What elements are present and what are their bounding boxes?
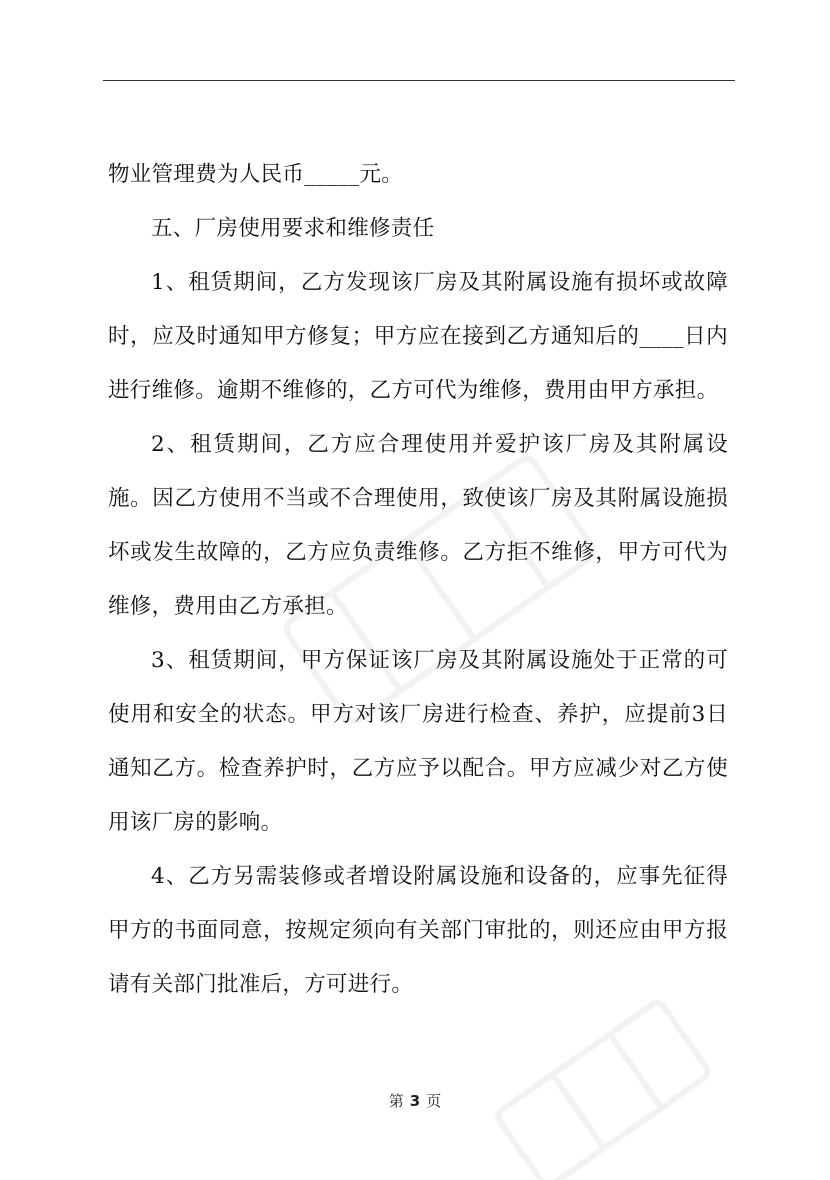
clause-1: 1、租赁期间，乙方发现该厂房及其附属设施有损坏或故障时，应及时通知甲方修复；甲方应在接到乙方通知后的____日内进行维修。逾期不维修的，乙方可代为维修，费用由甲方承担。 <box>108 270 728 403</box>
document-body <box>108 148 728 1012</box>
page-prefix: 第 <box>388 1092 404 1110</box>
clause-4: 4、乙方另需装修或者增设附属设施和设备的，应事先征得甲方的书面同意，按规定须向有关部门审批的，则还应由甲方报请有关部门批准后，方可进行。 <box>108 864 728 997</box>
header-rule <box>103 80 735 81</box>
page-footer <box>0 1090 830 1111</box>
clause-2: 2、租赁期间，乙方应合理使用并爱护该厂房及其附属设施。因乙方使用不当或不合理使用，致使该厂房及其附属设施损坏或发生故障的，乙方应负责维修。乙方拒不维修，甲方可代为维修，费用由乙方承担。 <box>108 432 728 619</box>
clause-3: 3、租赁期间，甲方保证该厂房及其附属设施处于正常的可使用和安全的状态。甲方对该厂房进行检查、养护，应提前3日通知乙方。检查养护时，乙方应予以配合。甲方应减少对乙方使用该厂房的影响。 <box>108 648 728 835</box>
section-heading: 五、厂房使用要求和维修责任 <box>151 216 435 241</box>
paragraph-fee: 物业管理费为人民币_____元。 <box>108 162 404 187</box>
page-suffix: 页 <box>426 1092 442 1110</box>
page-number: 3 <box>409 1092 421 1110</box>
